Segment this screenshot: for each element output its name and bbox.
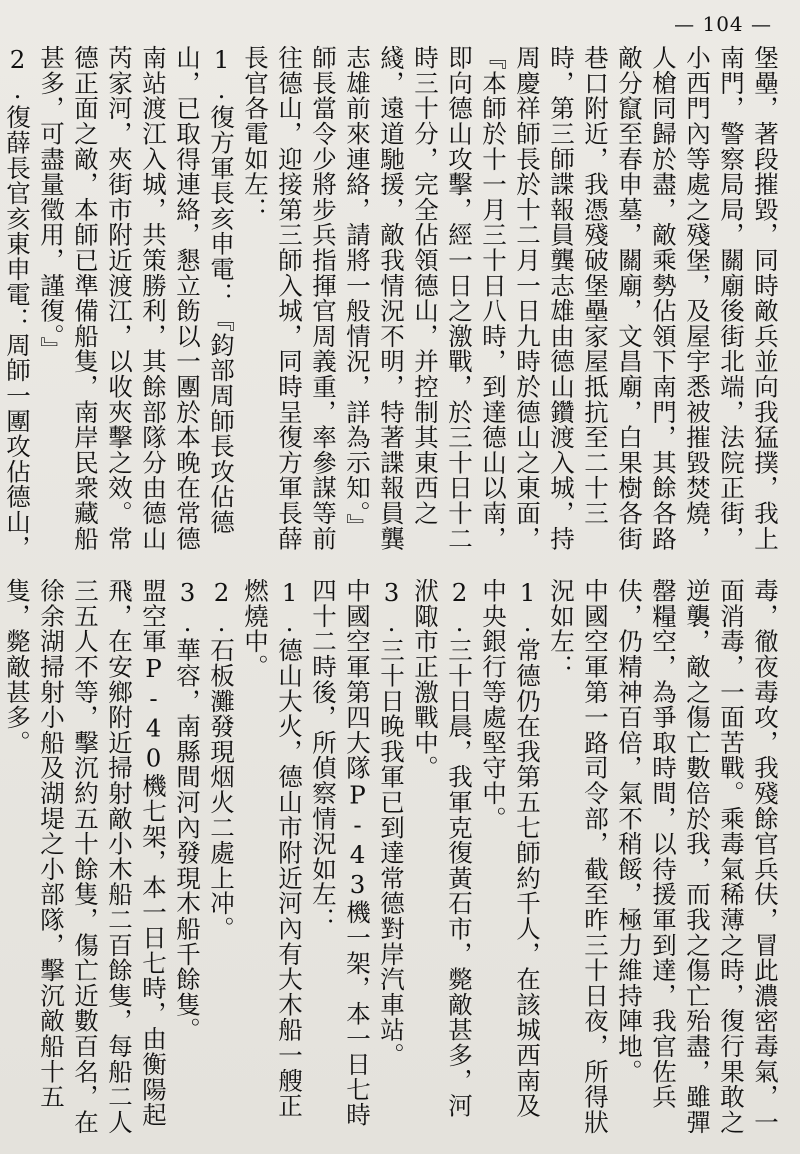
paragraph: 2.石板灘發現烟火二處上冲。: [207, 578, 236, 942]
paragraph: 1.復方軍長亥申電：『鈞部周師長攻佔德山，已取得連絡，懇立飭以一團於本晚在常德南站渡江入城，共策勝利，其餘部隊分由德山芮家河，夾街市附近渡江，以收夾擊之效。常德正面之敵，本師已準備船隻，南岸民衆藏船甚多，可盡量徵用，謹復。』: [37, 45, 236, 551]
paragraph: 1.德山大火，德山市附近河內有大木船一艘正燃燒中。: [241, 578, 304, 1119]
paragraph: 1.常德仍在我第五七師約千人，在該城西南及中央銀行等處堅守中。: [479, 578, 542, 1119]
paragraph: 2.三十日晨，我軍克復黃石市，斃敵甚多，河洑陬市正激戰中。: [411, 578, 474, 1119]
upper-text-block: [3, 45, 782, 570]
page-number: — 104 —: [674, 12, 772, 36]
paragraph: 2.復薛長官亥東申電：周師一團攻佔德山，: [3, 45, 32, 560]
paragraph: 中國空軍第四大隊P-43機一架，本一日七時四十二時後，所偵察情況如左：: [309, 578, 372, 1128]
paragraph: 師長當令少將步兵指揮官周義重，率參謀等前往德山，迎接第三師入城，同時呈復方軍長薛長官各電如左：: [241, 45, 338, 551]
paragraph: 堡壘，著段摧毀，同時敵兵並向我猛撲，我上南門，警察局局，關廟後街北端，法院正街，小西門內等處之殘堡，及屋宇悉被摧毀焚燒，人槍同歸於盡，敵乘勢佔領下南門，其餘各路敵分竄至春申墓，關廟，文昌廟，白果樹各街巷口附近，我憑殘破堡壘家屋抵抗至二十三時，第三師諜報員龔志雄由德山鑽渡入城，持周慶祥師長於十二月一日九時於德山之東面，『本師於十一月三十日八時，到達德山以南，即向德山攻擊，經一日之激戰，於三十日十二時三十分，完全佔領德山，并控制其東西之綫，遠道馳援，敵我情況不明，特著諜報員龔志雄前來連絡，請將一般情況，詳為示知。』: [343, 45, 780, 551]
paragraph: 毒，徹夜毒攻，我殘餘官兵伕，冒此濃密毒氣，一面消毒，一面苦戰。乘毒氣稀薄之時，復行果敢之逆襲，敵之傷亡數倍於我，而我之傷亡殆盡，雖彈罄糧空，為爭取時間，以待援軍到達，我官佐兵伕，仍精神百倍，氣不稍餒，極力維持陣地。: [615, 578, 780, 1135]
paragraph: 中國空軍第一路司令部，截至昨三十日夜，所得狀況如左：: [547, 578, 610, 1135]
paragraph: 盟空軍P-40機七架，本一日七時，由衡陽起飛，在安鄉附近掃射敵小木船二百餘隻，每船二人三五人不等，擊沉約五十餘隻，傷亡近數百名，在徐余湖掃射小船及湖堤之小部隊，擊沉敵船十五隻，斃敵甚多。: [3, 578, 168, 1135]
paragraph: 3.三十日晚我軍已到達常德對岸汽車站。: [377, 578, 406, 1068]
paragraph: 3.華容，南縣間河內發現木船千餘隻。: [173, 578, 202, 1043]
lower-text-block: [3, 578, 782, 1138]
